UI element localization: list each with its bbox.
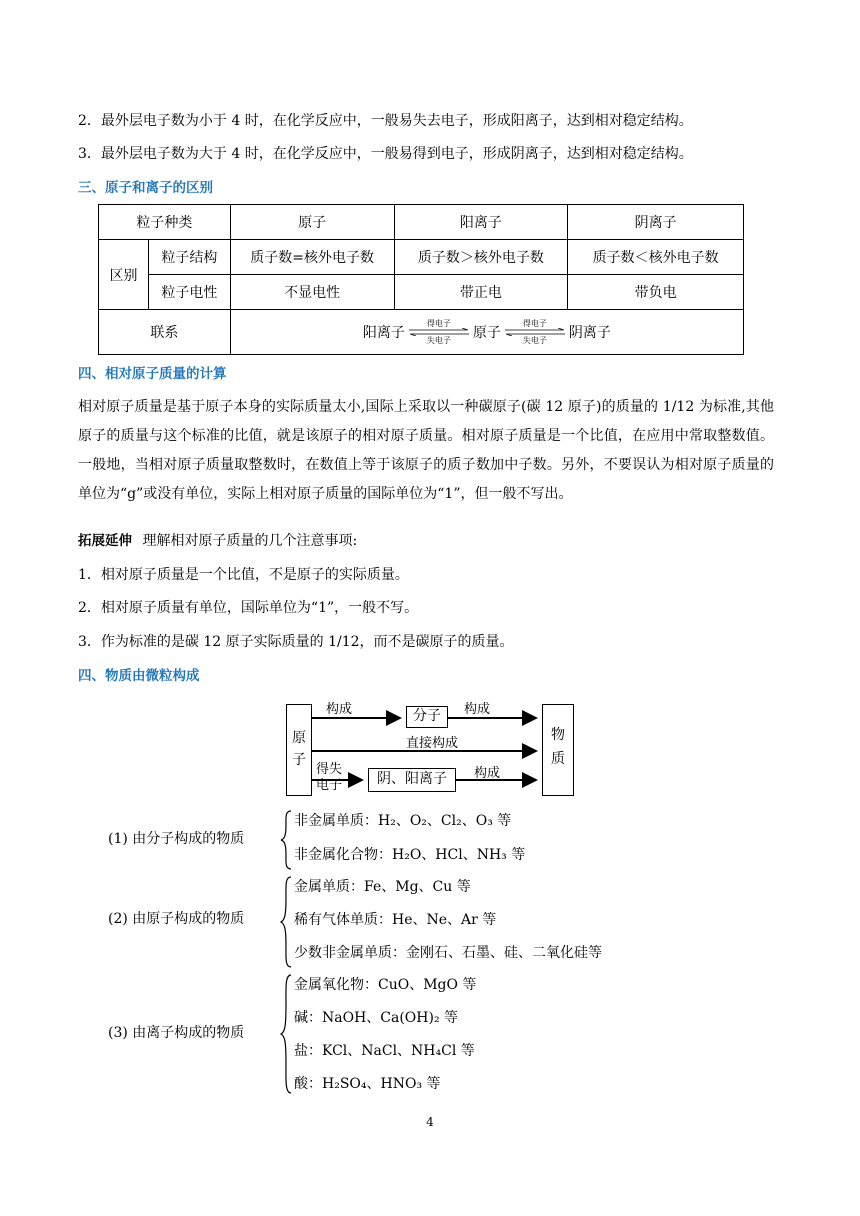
group-atoms-title: (2) 由原子构成的物质 <box>108 911 245 927</box>
compose-label-1: 构成 <box>326 702 353 717</box>
section3-heading: 三、原子和离子的区别 <box>78 180 213 196</box>
relation-arrows-left <box>407 319 471 345</box>
brace-icon <box>280 810 292 870</box>
ion-relation <box>363 319 611 345</box>
group-ions-item-1: 金属氧化物：CuO、MgO 等 <box>294 977 477 993</box>
group-ions-item-3: 盐：KCl、NaCl、NH₄Cl 等 <box>294 1043 475 1059</box>
group-atoms-item-3: 少数非金属单质：金刚石、石墨、硅、二氧化硅等 <box>294 945 602 961</box>
molecule-box: 分子 <box>406 706 448 728</box>
atom-char-1: 原 <box>292 730 306 746</box>
extension-label: 拓展延伸 <box>78 533 132 549</box>
header-cation: 阳离子 <box>394 205 568 240</box>
group-molecules-item-2: 非金属化合物：H₂O、HCl、NH₃ 等 <box>294 847 526 863</box>
cell-cation-structure: 质子数＞核外电子数 <box>394 240 568 275</box>
gain-electron-label-2: 得电子 <box>522 319 547 328</box>
cell-anion-structure: 质子数＜核外电子数 <box>568 240 744 275</box>
group-ions-item-2: 碱：NaOH、Ca(OH)₂ 等 <box>294 1010 459 1026</box>
atom-ion-comparison-table <box>98 204 744 355</box>
relative-mass-paragraph <box>78 393 774 509</box>
header-anion: 阴离子 <box>568 205 744 240</box>
relation-cell <box>230 310 743 355</box>
row-label-relation: 联系 <box>99 310 231 355</box>
lose-electron-label: 失电子 <box>426 336 451 345</box>
cell-atom-structure: 质子数=核外电子数 <box>230 240 394 275</box>
substance-char-1: 物 <box>551 727 565 743</box>
brace-icon-3 <box>280 974 292 1094</box>
intro-line-3: 3．最外层电子数为大于 4 时，在化学反应中，一般易得到电子，形成阴离子，达到相对稳定结构。 <box>78 146 693 162</box>
relative-mass-text: 相对原子质量是基于原子本身的实际质量太小,国际上采取以一种碳原子(碳 12 原子)的质量的 1/12 为标准,其他原子的质量与这个标准的比值，就是该原子的相对原子质量。相对原子质量是一个比值，在应用中常取整数值。一般地，当相对原子质量取整数时，在数值上等于该原子的质子数加中子数。另外，不要误认为相对原子质量的单位为“g”或没有单位，实际上相对原子质量的国际单位为“1”，但一般不写出。 <box>78 399 774 502</box>
substance-box <box>542 704 574 796</box>
intro-line-2: 2．最外层电子数为小于 4 时，在化学反应中，一般易失去电子，形成阳离子，达到相对稳定结构。 <box>78 113 693 129</box>
double-arrow-icon-2 <box>503 328 567 336</box>
row-label-charge: 粒子电性 <box>148 275 230 310</box>
substance-char-2: 质 <box>551 751 565 767</box>
relation-arrows-right <box>503 319 567 345</box>
double-arrow-icon <box>407 328 471 336</box>
relation-anion: 阴离子 <box>568 325 611 341</box>
header-particle-type: 粒子种类 <box>99 205 231 240</box>
header-atom: 原子 <box>230 205 394 240</box>
row-label-structure: 粒子结构 <box>148 240 230 275</box>
extension-line <box>78 531 357 551</box>
direct-compose-label: 直接构成 <box>406 736 459 751</box>
note-1: 1．相对原子质量是一个比值，不是原子的实际质量。 <box>78 567 409 583</box>
note-3: 3．作为标准的是碳 12 原子实际质量的 1/12，而不是碳原子的质量。 <box>78 634 514 650</box>
group-molecules-item-1: 非金属单质：H₂、O₂、Cl₂、O₃ 等 <box>294 813 512 829</box>
cell-cation-charge: 带正电 <box>394 275 568 310</box>
gain-lose-line-1: 得失 <box>316 762 343 777</box>
extension-text: 理解相对原子质量的几个注意事项: <box>142 533 358 549</box>
gain-lose-electron-label <box>316 762 342 794</box>
ions-box: 阴、阳离子 <box>368 768 456 792</box>
note-2: 2．相对原子质量有单位，国际单位为“1”，一般不写。 <box>78 600 419 616</box>
group-label-difference: 区别 <box>99 240 149 310</box>
cell-anion-charge: 带负电 <box>568 275 744 310</box>
brace-icon-2 <box>280 876 292 968</box>
compose-label-2: 构成 <box>464 702 491 717</box>
particle-composition-diagram <box>284 698 576 800</box>
relation-atom: 原子 <box>472 325 501 341</box>
page-number: 4 <box>426 1115 434 1129</box>
group-ions-title: (3) 由离子构成的物质 <box>108 1025 245 1041</box>
section4b-heading: 四、物质由微粒构成 <box>78 668 200 684</box>
lose-electron-label-2: 失电子 <box>522 336 547 345</box>
group-molecules-title: (1) 由分子构成的物质 <box>108 831 245 847</box>
atom-box <box>286 704 312 796</box>
section4a-heading: 四、相对原子质量的计算 <box>78 366 227 382</box>
group-atoms-item-1: 金属单质：Fe、Mg、Cu 等 <box>294 879 471 895</box>
cell-atom-charge: 不显电性 <box>230 275 394 310</box>
compose-label-3: 构成 <box>474 766 501 781</box>
atom-char-2: 子 <box>292 752 306 768</box>
gain-lose-line-2: 电子 <box>316 778 343 793</box>
relation-cation: 阳离子 <box>362 325 405 341</box>
group-ions-item-4: 酸：H₂SO₄、HNO₃ 等 <box>294 1076 441 1092</box>
gain-electron-label: 得电子 <box>426 319 451 328</box>
group-atoms-item-2: 稀有气体单质：He、Ne、Ar 等 <box>294 912 497 928</box>
